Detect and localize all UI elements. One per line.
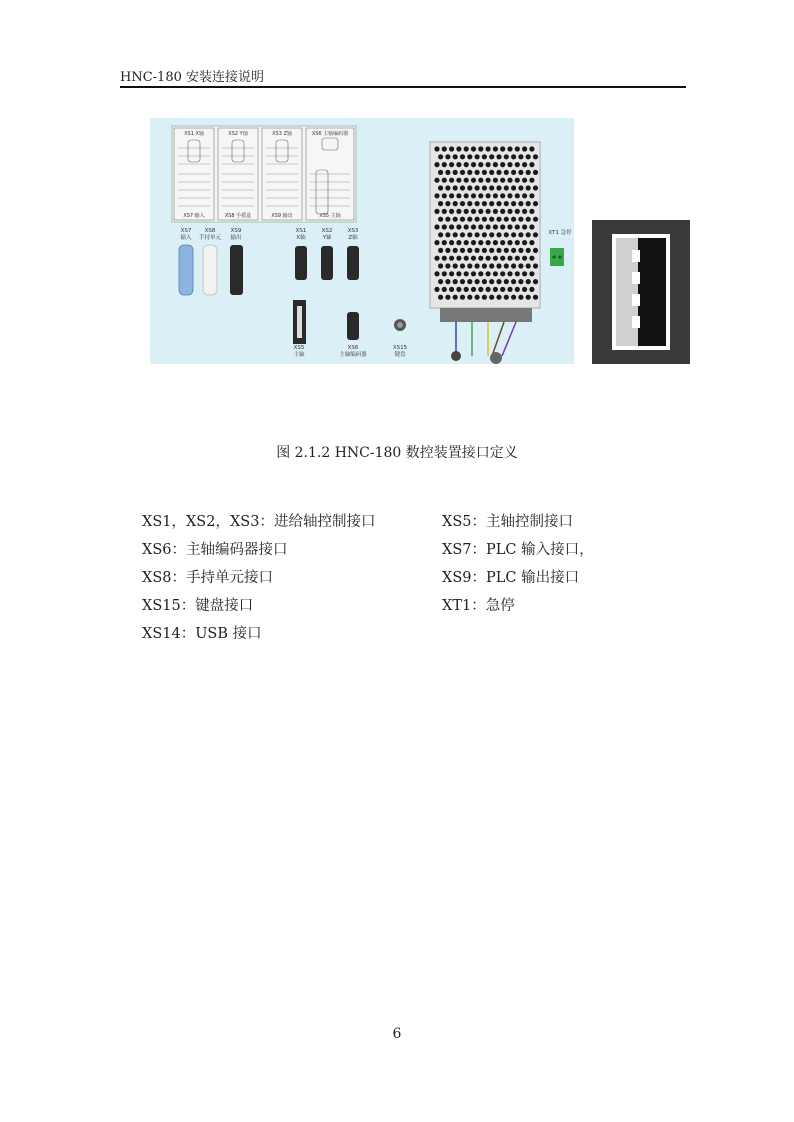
usb-port-image bbox=[592, 220, 690, 364]
svg-text:输入: 输入 bbox=[180, 235, 192, 241]
connector-xs7 bbox=[179, 228, 193, 295]
interface-figure bbox=[150, 118, 690, 366]
interface-item-left: XS1，XS2，XS3：进给轴控制接口 bbox=[142, 514, 376, 530]
page-number: 6 bbox=[392, 1026, 402, 1042]
svg-text:XS8: XS8 bbox=[204, 228, 216, 234]
label-block-4-top: XS6 主轴编码器 bbox=[311, 131, 349, 137]
interface-item-right: XT1：急停 bbox=[442, 598, 515, 614]
label-block-4-bottom: XS5 主轴 bbox=[319, 213, 341, 219]
interface-item-right: XS7：PLC 输入接口， bbox=[442, 542, 594, 558]
page-header bbox=[120, 62, 686, 88]
rear-panel-diagram bbox=[150, 118, 574, 364]
interface-list bbox=[142, 510, 662, 650]
svg-text:主轴编码器: 主轴编码器 bbox=[339, 352, 367, 358]
label-block-2-top: XS2 Y轴 bbox=[228, 131, 248, 137]
figure-caption: 图 2.1.2 HNC-180 数控装置接口定义 bbox=[276, 445, 518, 461]
list-item bbox=[142, 510, 662, 538]
connector-xs9 bbox=[230, 228, 243, 295]
label-block-3-top: XS3 Z轴 bbox=[272, 131, 292, 137]
interface-item-left: XS15：键盘接口 bbox=[142, 598, 254, 614]
label-block-3-bottom: XS9 输出 bbox=[271, 213, 293, 219]
svg-text:XS5: XS5 bbox=[293, 345, 305, 351]
svg-text:XS1: XS1 bbox=[295, 228, 307, 234]
svg-text:手持单元: 手持单元 bbox=[198, 235, 222, 241]
list-item bbox=[142, 538, 662, 566]
interface-item-left: XS8：手持单元接口 bbox=[142, 570, 273, 586]
svg-text:XS6: XS6 bbox=[347, 345, 359, 351]
interface-item-right: XS9：PLC 输出接口 bbox=[442, 570, 580, 586]
svg-text:XS3: XS3 bbox=[347, 228, 359, 234]
svg-text:X轴: X轴 bbox=[296, 235, 306, 241]
svg-text:键盘: 键盘 bbox=[394, 352, 406, 358]
connector-xs5 bbox=[293, 300, 306, 358]
list-item bbox=[142, 622, 662, 650]
header-title: HNC-180 安装连接说明 bbox=[120, 70, 264, 85]
connector-xs3 bbox=[347, 228, 359, 280]
list-item bbox=[142, 594, 662, 622]
svg-text:XS15: XS15 bbox=[392, 345, 408, 351]
svg-text:XT1 急停: XT1 急停 bbox=[548, 230, 572, 236]
interface-item-right: XS5：主轴控制接口 bbox=[442, 514, 573, 530]
label-block-1-top: XS1 X轴 bbox=[184, 131, 204, 137]
svg-text:输出: 输出 bbox=[230, 235, 242, 241]
interface-item-left: XS14：USB 接口 bbox=[142, 626, 262, 642]
svg-text:Y轴: Y轴 bbox=[322, 235, 332, 241]
label-block-1-bottom: XS7 输入 bbox=[183, 213, 205, 219]
svg-text:Z轴: Z轴 bbox=[348, 235, 358, 241]
svg-text:XS2: XS2 bbox=[321, 228, 333, 234]
svg-text:XS9: XS9 bbox=[230, 228, 242, 234]
interface-item-left: XS6：主轴编码器接口 bbox=[142, 542, 288, 558]
svg-text:主轴: 主轴 bbox=[293, 352, 305, 358]
connector-xs1 bbox=[295, 228, 307, 280]
list-item bbox=[142, 566, 662, 594]
label-block-2-bottom: XS8 手摇盒 bbox=[224, 213, 252, 219]
svg-text:XS7: XS7 bbox=[180, 228, 192, 234]
connector-xs2 bbox=[321, 228, 333, 280]
